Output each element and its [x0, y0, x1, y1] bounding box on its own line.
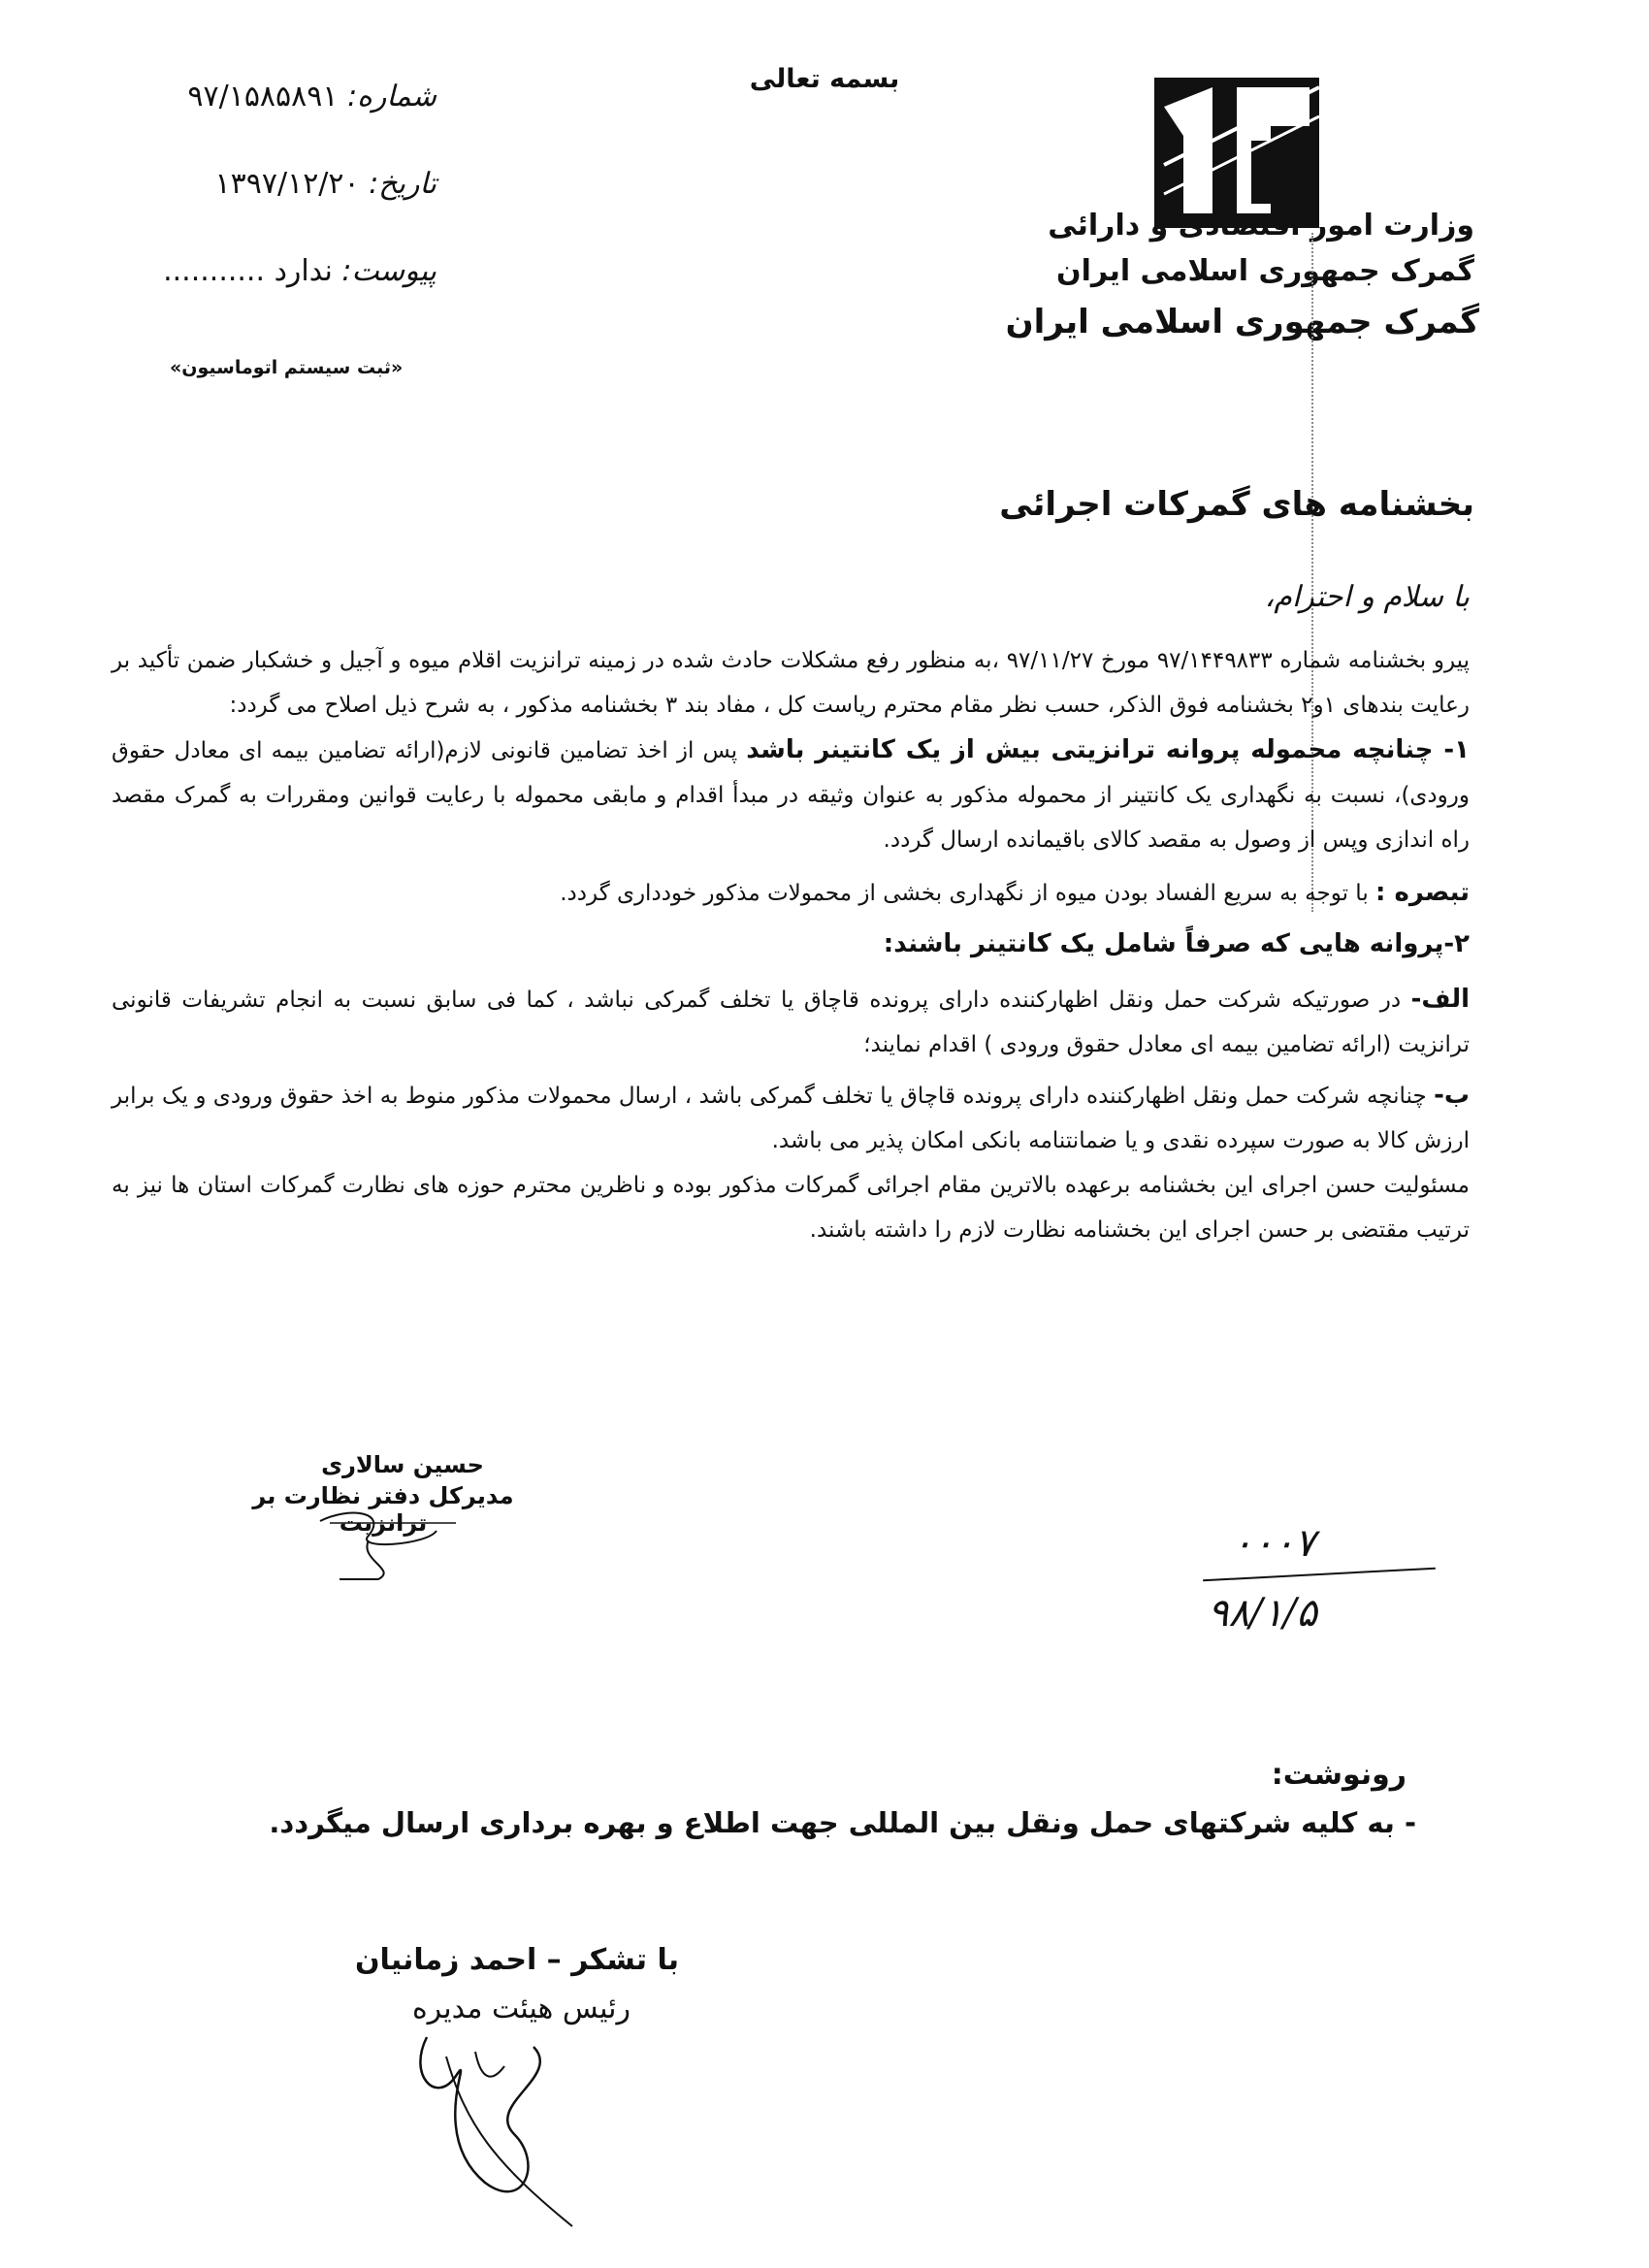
invocation-heading: بسمه تعالی	[749, 64, 900, 94]
ministry-name: وزارت امور اقتصادی و دارائی	[1048, 209, 1474, 243]
signatory-2-title: رئیس هیئت مدیره	[411, 1992, 630, 2025]
attachment-label: پیوست:	[341, 254, 436, 288]
note-paragraph	[112, 870, 1470, 916]
signatory-1-title: مدیرکل دفتر نظارت بر ترانزیت	[252, 1482, 514, 1537]
sub-item-a-text: در صورتیکه شرکت حمل ونقل اظهارکننده دارای پرونده قاچاق یا تخلف گمرکی نباشد ، کما فی سابق نسبت به انجام تشریفات قانونی ترانزیت (ارائه تضامین بیمه ای معادل حقوق ورودی ) اقدام نمایند؛	[112, 988, 1470, 1057]
sub-item-b-paragraph	[112, 1073, 1470, 1163]
letter-date-row	[68, 167, 436, 201]
customs-name: گمرک جمهوری اسلامی ایران	[1005, 303, 1479, 341]
cc-recipients: - به کلیه شرکتهای حمل ونقل بین المللی جهت اطلاع و بهره برداری ارسال میگردد.	[269, 1806, 1416, 1839]
sub-item-b-heading: ب-	[1434, 1081, 1470, 1110]
signatory-2-name: با تشکر – احمد زمانیان	[354, 1943, 679, 1977]
letter-body	[112, 638, 1470, 1252]
attachment-row	[68, 254, 436, 288]
attachment-dots: ...........	[163, 254, 266, 288]
letter-number-row	[68, 80, 436, 113]
item-1-text: پس از اخذ تضامین قانونی لازم(ارائه تضامین بیمه ای معادل حقوق ورودی)، نسبت به نگهداری یک کانتینر از محموله مذکور به عنوان وثیقه در مبدأ اقدام و مابقی محموله با رعایت قوانین ومقررات به گمرک مقصد راه اندازی وپس از وصول به مقصد کالای باقیمانده ارسال گردد.	[112, 738, 1470, 853]
signatory-2-signature	[369, 2018, 621, 2241]
attachment-value: ندارد	[274, 254, 333, 288]
item-2-heading: ۲-پروانه هایی که صرفاً شامل یک کانتینر باشند:	[883, 929, 1470, 958]
letter-date-value: ۱۳۹۷/۱۲/۲۰	[214, 167, 360, 201]
letter-number-label: شماره:	[347, 80, 436, 113]
handwritten-registry-number: ۰۰۰۷	[1232, 1521, 1315, 1566]
letter-number-value: ۹۷/۱۵۸۵۸۹۱	[187, 80, 339, 113]
letter-date-label: تاریخ:	[369, 167, 436, 201]
responsibility-paragraph: مسئولیت حسن اجرای این بخشنامه برعهده بالاترین مقام اجرائی گمرکات مذکور بوده و ناظرین محترم حوزه های نظارت گمرکات استان ها نیز به ترتیب مقتضی بر حسن اجرای این بخشنامه نظارت لازم را داشته باشند.	[112, 1173, 1470, 1243]
signatory-1-signature	[310, 1502, 466, 1589]
sub-item-a-heading: الف-	[1410, 985, 1470, 1014]
sub-item-a-paragraph	[112, 977, 1470, 1067]
note-text: با توجه به سریع الفساد بودن میوه از نگهداری بخشی از محمولات مذکور خودداری گردد.	[560, 881, 1376, 906]
system-note: «ثبت سیستم اتوماسیون»	[170, 357, 404, 378]
handwritten-registry-date: ۹۸/۱/۵	[1208, 1591, 1317, 1636]
customs-name-overprint: گمرک جمهوری اسلامی ایران	[1056, 254, 1474, 288]
item-1-heading: ۱- چنانچه محموله پروانه ترانزیتی بیش از یک کانتینر باشد	[746, 735, 1470, 764]
circular-title: بخشنامه های گمرکات اجرائی	[999, 485, 1474, 524]
greeting: با سلام و احترام،	[1264, 580, 1470, 614]
intro-paragraph: پیرو بخشنامه شماره ۹۷/۱۴۴۹۸۳۳ مورخ ۹۷/۱۱/۲۷ ،به منظور رفع مشکلات حادث شده در زمینه ترانزیت اقلام میوه و آجیل و خشکبار ضمن تأکید بر رعایت بندهای ۱و۲ بخشنامه فوق الذکر، حسب نظر مقام محترم ریاست کل ، مفاد بند ۳ بخشنامه مذکور ، به شرح ذیل اصلاح می گردد:	[112, 648, 1470, 718]
note-heading: تبصره :	[1375, 878, 1470, 907]
handwritten-underline	[1203, 1568, 1436, 1582]
cc-label: رونوشت:	[1271, 1758, 1406, 1792]
signatory-1-name: حسین سالاری	[321, 1451, 484, 1478]
sub-item-b-text: چنانچه شرکت حمل ونقل اظهارکننده دارای پرونده قاچاق یا تخلف گمرکی باشد ، ارسال محمولات مذکور منوط به اخذ حقوق ورودی و یک برابر ارزش کالا به صورت سپرده نقدی و یا ضمانتنامه بانکی امکان پذیر می باشد.	[112, 1084, 1470, 1153]
item-1-paragraph	[112, 728, 1470, 862]
